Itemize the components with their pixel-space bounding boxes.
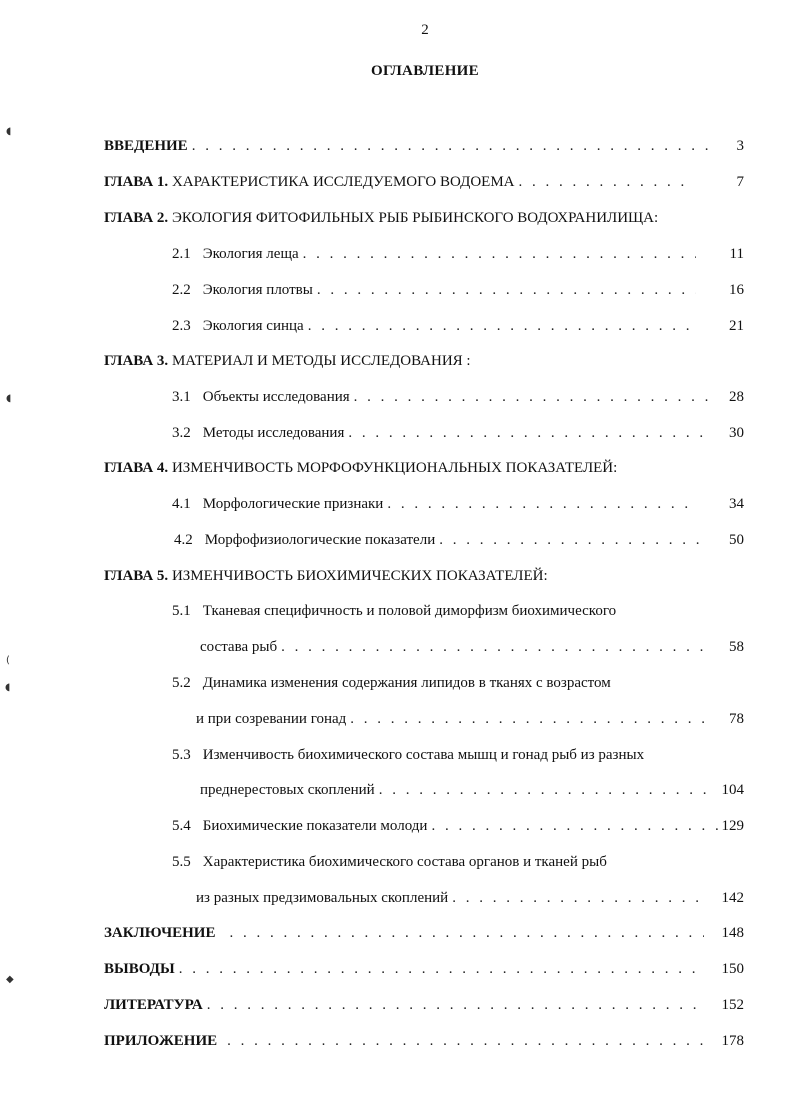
leader-dots — [281, 636, 708, 658]
chapter-prefix: ГЛАВА 2. — [104, 210, 169, 226]
section-title: Характеристика биохимического состава органов и тканей рыб — [202, 854, 607, 870]
section-number: 5.1 — [172, 603, 191, 619]
section-number: 4.2 — [174, 532, 193, 548]
section-number: 2.1 — [172, 246, 191, 262]
toc-entry-2-2[interactable] — [172, 279, 744, 301]
chapter-prefix: ГЛАВА 1. — [104, 174, 169, 190]
section-title: Методы исследования — [202, 425, 345, 441]
toc-entry-4-2[interactable] — [174, 529, 744, 551]
section-number: 3.2 — [172, 425, 191, 441]
toc-entry-chapter-2[interactable] — [104, 207, 744, 229]
toc-entry-findings[interactable] — [104, 958, 744, 980]
toc-entry-literature[interactable] — [104, 994, 744, 1016]
section-number: 5.2 — [172, 675, 191, 691]
toc-entry-3-2[interactable] — [172, 422, 744, 444]
section-title: Тканевая специфичность и половой диморфизм биохимического — [202, 603, 617, 619]
page-number: 2 — [421, 22, 429, 38]
toc-page-number: 178 — [721, 1033, 744, 1049]
leader-dots — [308, 315, 696, 337]
toc-page-number: 142 — [721, 890, 744, 906]
section-number: 3.1 — [172, 389, 191, 405]
section-title-continuation: состава рыб — [200, 639, 278, 655]
section-number: 2.2 — [172, 282, 191, 298]
leader-dots — [192, 135, 718, 157]
chapter-prefix: ГЛАВА 3. — [104, 353, 169, 369]
toc-entry-conclusion[interactable] — [104, 922, 744, 944]
leader-dots — [439, 529, 708, 551]
toc-page-number: 58 — [729, 639, 744, 655]
section-number: 5.3 — [172, 747, 191, 763]
leader-dots — [317, 279, 696, 301]
toc-entry-5-2-continuation[interactable] — [196, 708, 744, 730]
section-title: Изменчивость биохимического состава мышц и гонад рыб из разных — [202, 747, 645, 763]
toc-page-number: 11 — [729, 246, 744, 262]
scan-artifact: ( — [6, 655, 10, 666]
toc-entry-label: ЗАКЛЮЧЕНИЕ — [104, 925, 216, 941]
toc-page-number: 28 — [729, 389, 744, 405]
leader-dots — [303, 243, 696, 265]
toc-page-number: 104 — [721, 782, 744, 798]
toc-page-number: 7 — [736, 174, 744, 190]
toc-entry-5-3-continuation[interactable] — [200, 779, 744, 801]
toc-entry-5-5[interactable] — [172, 851, 744, 873]
leader-dots — [348, 422, 708, 444]
toc-entry-chapter-4[interactable] — [104, 457, 744, 479]
section-title: Объекты исследования — [202, 389, 350, 405]
leader-dots — [179, 958, 704, 980]
toc-entry-label: ВЫВОДЫ — [104, 961, 175, 977]
section-title-continuation: и при созревании гонад — [196, 711, 347, 727]
leader-dots — [519, 171, 693, 193]
toc-entry-5-5-continuation[interactable] — [196, 887, 744, 909]
chapter-title: ЭКОЛОГИЯ ФИТОФИЛЬНЫХ РЫБ РЫБИНСКОГО ВОДОХРАНИЛИЩА: — [171, 210, 659, 226]
scan-artifact: ◖ — [6, 126, 12, 137]
section-number: 2.3 — [172, 318, 191, 334]
section-title: Морфологические признаки — [202, 496, 384, 512]
section-title: Экология леща — [202, 246, 299, 262]
toc-page-number: 129 — [721, 818, 744, 834]
toc-entry-5-3[interactable] — [172, 744, 744, 766]
leader-dots — [387, 493, 696, 515]
toc-entry-2-3[interactable] — [172, 315, 744, 337]
section-title-continuation: из разных предзимовальных скоплений — [196, 890, 449, 906]
toc-entry-label: ЛИТЕРАТУРА — [104, 997, 203, 1013]
section-title: Динамика изменения содержания липидов в тканях с возрастом — [202, 675, 611, 691]
toc-entry-label: ВВЕДЕНИЕ — [104, 138, 188, 154]
toc-entry-5-4[interactable] — [172, 815, 744, 837]
section-title-continuation: преднерестовых скоплений — [200, 782, 375, 798]
leader-dots — [452, 887, 703, 909]
toc-entry-3-1[interactable] — [172, 386, 744, 408]
chapter-title: МАТЕРИАЛ И МЕТОДЫ ИССЛЕДОВАНИЯ : — [171, 353, 471, 369]
section-title: Морфофизиологические показатели — [204, 532, 436, 548]
section-number: 5.4 — [172, 818, 191, 834]
toc-page-number: 30 — [729, 425, 744, 441]
chapter-prefix: ГЛАВА 4. — [104, 460, 169, 476]
page-title: ОГЛАВЛЕНИЕ — [371, 63, 479, 79]
toc-page-number: 34 — [729, 496, 744, 512]
toc-entry-5-1[interactable] — [172, 600, 744, 622]
scan-artifact: ◖ — [6, 393, 12, 404]
scan-artifact: ◖ — [5, 682, 11, 693]
leader-dots — [354, 386, 708, 408]
section-title: Экология плотвы — [202, 282, 313, 298]
toc-entry-chapter-3[interactable] — [104, 350, 744, 372]
leader-dots — [207, 994, 704, 1016]
chapter-title: ИЗМЕНЧИВОСТЬ МОРФОФУНКЦИОНАЛЬНЫХ ПОКАЗАТЕЛЕЙ: — [171, 460, 618, 476]
toc-page-number: 78 — [729, 711, 744, 727]
leader-dots — [227, 1030, 703, 1052]
chapter-title: ХАРАКТЕРИСТИКА ИССЛЕДУЕМОГО ВОДОЕМА — [171, 174, 515, 190]
toc-page-number: 3 — [736, 138, 744, 154]
toc-entry-intro[interactable] — [104, 135, 744, 157]
toc-page-number: 21 — [729, 318, 744, 334]
section-number: 5.5 — [172, 854, 191, 870]
chapter-prefix: ГЛАВА 5. — [104, 568, 169, 584]
toc-entry-5-2[interactable] — [172, 672, 744, 694]
section-title: Биохимические показатели молоди — [202, 818, 428, 834]
toc-entry-2-1[interactable] — [172, 243, 744, 265]
toc-page-number: 148 — [721, 925, 744, 941]
section-number: 4.1 — [172, 496, 191, 512]
toc-page-number: 150 — [721, 961, 744, 977]
toc-entry-chapter-5[interactable] — [104, 565, 744, 587]
toc-page-number: 16 — [729, 282, 744, 298]
leader-dots — [431, 815, 719, 837]
toc-entry-5-1-continuation[interactable] — [200, 636, 744, 658]
toc-entry-appendix[interactable] — [104, 1030, 744, 1052]
toc-entry-4-1[interactable] — [172, 493, 744, 515]
toc-page-number: 152 — [721, 997, 744, 1013]
scan-artifact: ◆ — [6, 974, 14, 985]
chapter-title: ИЗМЕНЧИВОСТЬ БИОХИМИЧЕСКИХ ПОКАЗАТЕЛЕЙ: — [171, 568, 548, 584]
section-title: Экология синца — [202, 318, 304, 334]
toc-entry-label: ПРИЛОЖЕНИЕ — [104, 1033, 218, 1049]
toc-entry-chapter-1[interactable] — [104, 171, 744, 193]
leader-dots — [229, 922, 703, 944]
leader-dots — [379, 779, 716, 801]
leader-dots — [350, 708, 708, 730]
toc-page-number: 50 — [729, 532, 744, 548]
